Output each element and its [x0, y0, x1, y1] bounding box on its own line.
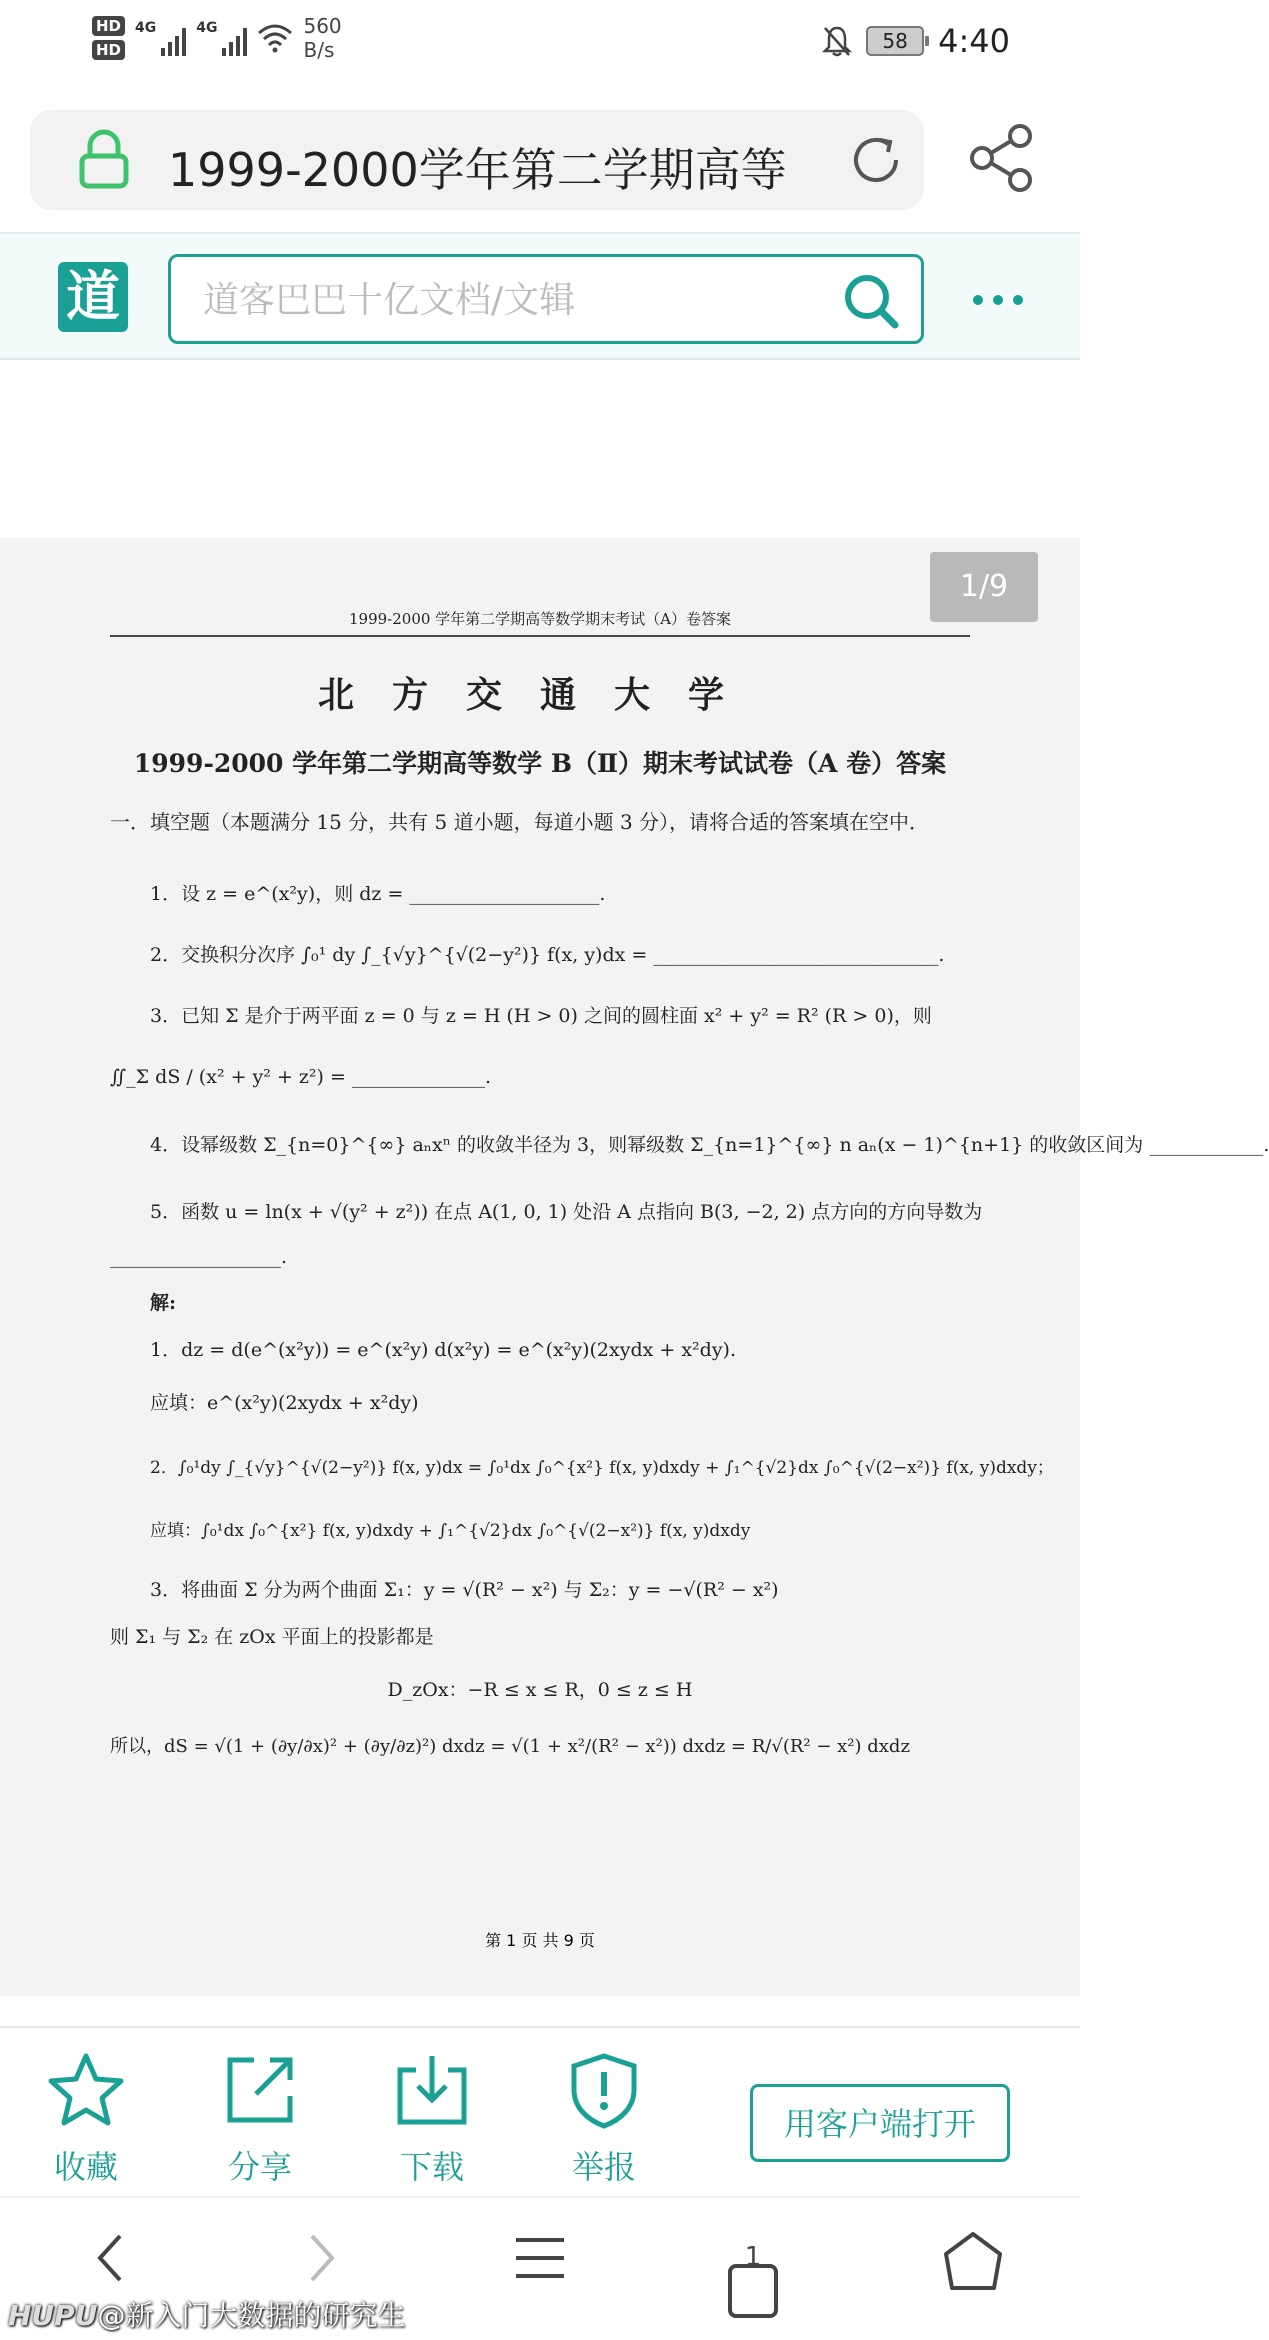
- share-out-icon: [220, 2050, 300, 2130]
- search-input[interactable]: [201, 277, 821, 323]
- solution-label: 解:: [150, 1292, 177, 1314]
- question-1: 1．设 z = e^(x²y)，则 dz = ____________________.: [150, 883, 606, 905]
- clock: 4:40: [938, 22, 1010, 60]
- share-icon[interactable]: [966, 122, 1038, 194]
- report-button[interactable]: [554, 2050, 654, 2188]
- page-indicator: 1/9: [930, 552, 1038, 622]
- status-bar: [0, 0, 1080, 86]
- exam-title: 1999-2000 学年第二学期高等数学 B（Ⅱ）期末考试试卷（A 卷）答案: [133, 749, 947, 778]
- status-left: [92, 14, 342, 62]
- sim1-label: 4G: [135, 20, 157, 36]
- solution-2-answer: 应填：∫₀¹dx ∫₀^{x²} f(x, y)dxdy + ∫₁^{√2}dx ∫₀^{√(2−x²)} f(x, y)dxdy: [150, 1521, 751, 1541]
- speed-unit: B/s: [303, 38, 335, 62]
- shield-alert-icon: [564, 2050, 644, 2130]
- question-4: 4．设幂级数 Σ_{n=0}^{∞} aₙxⁿ 的收敛半径为 3，则幂级数 Σ_{n=1}^{∞} n aₙ(x − 1)^{n+1} 的收敛区间为 ____________.: [150, 1134, 1269, 1156]
- page-title[interactable]: 1999-2000学年第二学期高等: [168, 143, 787, 197]
- solution-2: 2．∫₀¹dy ∫_{√y}^{√(2−y²)} f(x, y)dx = ∫₀¹dx ∫₀^{x²} f(x, y)dxdy + ∫₁^{√2}dx ∫₀^{√(2−x²)} f(x, y)dxdy；: [150, 1458, 1054, 1478]
- home-icon[interactable]: [940, 2228, 1006, 2294]
- solution-1: 1．dz = d(e^(x²y)) = e^(x²y) d(x²y) = e^(x²y)(2xydx + x²dy).: [150, 1339, 737, 1361]
- star-icon: [46, 2050, 126, 2130]
- section-heading: 一．填空题（本题满分 15 分，共有 5 道小题，每道小题 3 分），请将合适的答案填在空中．: [110, 810, 930, 834]
- tabs-button[interactable]: [724, 2228, 784, 2292]
- site-header: [0, 232, 1080, 360]
- watermark-text: @新入门大数据的研究生: [97, 2299, 406, 2332]
- search-box[interactable]: [168, 254, 924, 344]
- download-label: 下载: [399, 2148, 464, 2186]
- signal-1-icon: [135, 20, 186, 56]
- hd-badge-2: HD: [92, 40, 125, 60]
- open-in-app-button[interactable]: 用客户端打开: [750, 2084, 1010, 2162]
- question-3-line-1: 3．已知 Σ 是介于两平面 z = 0 与 z = H (H > 0) 之间的圆柱面 x² + y² = R² (R > 0)，则: [150, 1005, 932, 1027]
- download-button[interactable]: [382, 2050, 482, 2188]
- address-bar[interactable]: [30, 110, 924, 210]
- hd-indicators: [92, 16, 125, 60]
- question-5-line-2: __________________.: [110, 1246, 288, 1268]
- watermark-brand: HUPU: [8, 2299, 98, 2332]
- sim2-label: 4G: [196, 20, 218, 36]
- solution-3-projection: 则 Σ₁ 与 Σ₂ 在 zOx 平面上的投影都是: [110, 1626, 434, 1648]
- mute-bell-icon: [822, 25, 852, 57]
- question-5-line-1: 5．函数 u = ln(x + √(y² + z²)) 在点 A(1, 0, 1) 处沿 A 点指向 B(3, −2, 2) 点方向的方向导数为: [150, 1201, 983, 1223]
- signal-2-icon: [196, 20, 247, 56]
- network-speed: [303, 14, 341, 62]
- school-name: 北方交通大学: [317, 674, 762, 716]
- document-page: [110, 608, 1269, 1758]
- menu-icon[interactable]: [512, 2228, 568, 2288]
- running-head: 1999-2000 学年第二学期高等数学期末考试（A）卷答案: [110, 608, 970, 637]
- share-button[interactable]: [210, 2050, 310, 2188]
- back-arrow-icon[interactable]: [90, 2228, 130, 2288]
- site-logo[interactable]: 道: [58, 262, 128, 332]
- solution-3-domain: D_zOx：−R ≤ x ≤ R，0 ≤ z ≤ H: [387, 1679, 693, 1701]
- solution-1-answer: 应填：e^(x²y)(2xydx + x²dy): [150, 1392, 419, 1414]
- hd-badge-1: HD: [92, 16, 125, 36]
- lock-icon[interactable]: [76, 130, 132, 190]
- solution-3-ds: 所以，dS = √(1 + (∂y/∂x)² + (∂y/∂z)²) dxdz = √(1 + x²/(R² − x²)) dxdz = R/√(R² − x²) dxdz: [110, 1736, 910, 1757]
- more-menu-icon[interactable]: [970, 290, 1026, 310]
- bottom-toolbar: [0, 2026, 1080, 2196]
- battery-indicator: 58: [866, 26, 924, 56]
- question-2: 2．交换积分次序 ∫₀¹ dy ∫_{√y}^{√(2−y²)} f(x, y)dx = ______________________________.: [150, 944, 945, 966]
- watermark: [8, 2294, 405, 2334]
- tab-count: 1: [744, 2242, 762, 2272]
- status-right: [822, 22, 1010, 60]
- report-label: 举报: [571, 2148, 636, 2186]
- speed-value: 560: [303, 14, 342, 38]
- solution-3: 3．将曲面 Σ 分为两个曲面 Σ₁：y = √(R² − x²) 与 Σ₂：y = −√(R² − x²): [150, 1579, 779, 1601]
- favorite-button[interactable]: [36, 2050, 136, 2188]
- document-viewer[interactable]: [0, 538, 1269, 1996]
- reload-icon[interactable]: [846, 130, 906, 190]
- share-label: 分享: [227, 2148, 292, 2186]
- forward-arrow-icon[interactable]: [302, 2228, 342, 2288]
- search-icon[interactable]: [841, 271, 901, 331]
- wifi-icon: [257, 23, 293, 53]
- page-footer: 第 1 页 共 9 页: [485, 1931, 595, 1950]
- favorite-label: 收藏: [53, 2148, 118, 2186]
- question-3-line-2: ∬_Σ dS / (x² + y² + z²) = ______________.: [110, 1066, 491, 1088]
- download-icon: [392, 2050, 472, 2130]
